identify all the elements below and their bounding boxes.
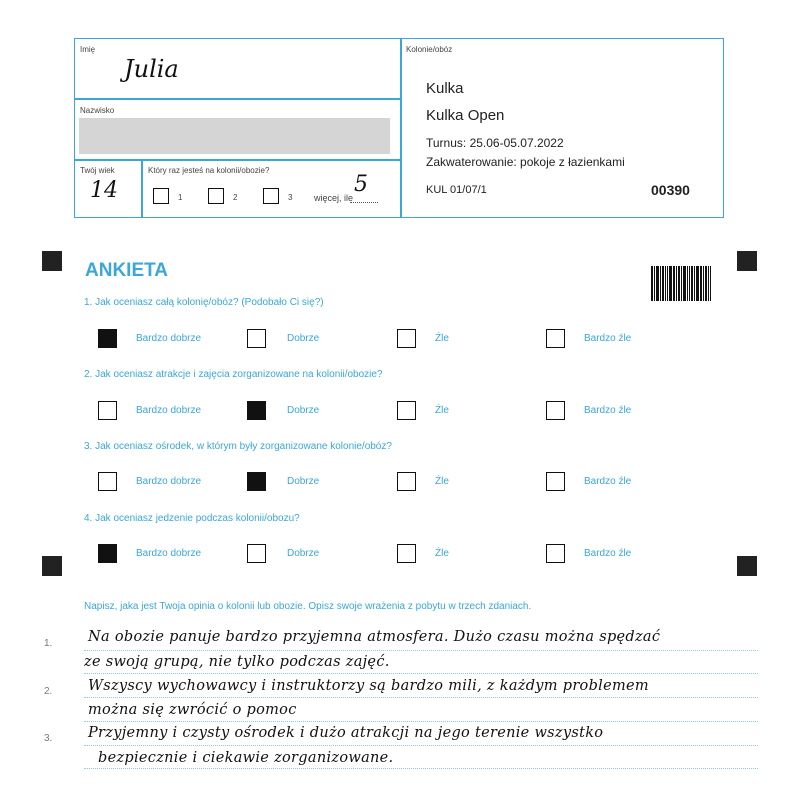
times-option-3: 3 bbox=[288, 193, 293, 202]
q1-option-checkbox[interactable] bbox=[98, 329, 117, 348]
times-checkbox-1[interactable] bbox=[153, 188, 169, 204]
camp-subname: Kulka Open bbox=[426, 107, 505, 124]
q1-option-checkbox[interactable] bbox=[397, 329, 416, 348]
answer-line bbox=[84, 673, 758, 674]
answer-text-3a[interactable]: Przyjemny i czysty ośrodek i dużo atrakcji na jego terenie wszystko bbox=[88, 725, 604, 741]
times-checkbox-2[interactable] bbox=[208, 188, 224, 204]
q3-option-label: Bardzo dobrze bbox=[136, 476, 202, 487]
line-number-3: 3. bbox=[44, 733, 53, 744]
q1-option-checkbox[interactable] bbox=[546, 329, 565, 348]
line-number-2: 2. bbox=[44, 686, 53, 697]
q1-option-label: Źle bbox=[435, 333, 449, 344]
question-text-3: 3. Jak oceniasz ośrodek, w którym były zorganizowane kolonie/obóz? bbox=[84, 441, 392, 452]
question-text-1: 1. Jak oceniasz całą kolonię/obóz? (Podobało Ci się?) bbox=[84, 297, 324, 308]
age-divider bbox=[141, 159, 143, 217]
q2-option-checkbox[interactable] bbox=[247, 401, 266, 420]
q1-option-checkbox[interactable] bbox=[247, 329, 266, 348]
q4-option-label: Źle bbox=[435, 548, 449, 559]
q2-option-label: Dobrze bbox=[287, 405, 320, 416]
q3-option-checkbox[interactable] bbox=[247, 472, 266, 491]
q3-option-label: Bardzo źle bbox=[584, 476, 632, 487]
registration-marker bbox=[42, 251, 62, 271]
age-value[interactable]: 14 bbox=[90, 178, 118, 203]
q2-option-checkbox[interactable] bbox=[397, 401, 416, 420]
answer-text-1a[interactable]: Na obozie panuje bardzo przyjemna atmosfera. Dużo czasu można spędzać bbox=[88, 629, 661, 645]
q4-option-checkbox[interactable] bbox=[397, 544, 416, 563]
answer-line bbox=[84, 697, 758, 698]
surname-redaction bbox=[79, 118, 390, 154]
surname-label: Nazwisko bbox=[80, 106, 115, 115]
name-label: Imię bbox=[80, 45, 96, 54]
q2-option-label: Bardzo źle bbox=[584, 405, 632, 416]
q3-option-label: Źle bbox=[435, 476, 449, 487]
times-label: Który raz jesteś na kolonii/obozie? bbox=[148, 166, 270, 175]
answer-text-2b[interactable]: można się zwrócić o pomoc bbox=[88, 702, 297, 718]
registration-marker bbox=[737, 556, 757, 576]
answer-text-1b[interactable]: ze swoją grupą, nie tylko podczas zajęć. bbox=[84, 654, 390, 670]
q3-option-checkbox[interactable] bbox=[98, 472, 117, 491]
q4-option-label: Dobrze bbox=[287, 548, 320, 559]
barcode bbox=[651, 266, 712, 301]
survey-title: ANKIETA bbox=[85, 260, 169, 281]
line-number-1: 1. bbox=[44, 638, 53, 649]
q2-option-checkbox[interactable] bbox=[546, 401, 565, 420]
answer-line bbox=[84, 768, 758, 769]
q4-option-checkbox[interactable] bbox=[247, 544, 266, 563]
q1-option-label: Dobrze bbox=[287, 333, 320, 344]
q3-option-checkbox[interactable] bbox=[546, 472, 565, 491]
form-number: 00390 bbox=[651, 182, 690, 198]
q4-option-label: Bardzo źle bbox=[584, 548, 632, 559]
q2-option-label: Źle bbox=[435, 405, 449, 416]
answer-line bbox=[84, 745, 758, 746]
q4-option-checkbox[interactable] bbox=[546, 544, 565, 563]
registration-marker bbox=[42, 556, 62, 576]
more-value[interactable]: 5 bbox=[354, 172, 368, 197]
name-value[interactable]: Julia bbox=[124, 55, 179, 83]
times-option-2: 2 bbox=[233, 193, 238, 202]
q2-option-label: Bardzo dobrze bbox=[136, 405, 202, 416]
answer-line bbox=[84, 650, 758, 651]
q2-option-checkbox[interactable] bbox=[98, 401, 117, 420]
answer-line bbox=[84, 721, 758, 722]
registration-marker bbox=[737, 251, 757, 271]
name-divider bbox=[75, 98, 400, 100]
question-text-4: 4. Jak oceniasz jedzenie podczas kolonii/obozu? bbox=[84, 513, 300, 524]
answer-text-2a[interactable]: Wszyscy wychowawcy i instruktorzy są bardzo mili, z każdym problemem bbox=[88, 678, 649, 694]
lodging: Zakwaterowanie: pokoje z łazienkami bbox=[426, 155, 625, 169]
times-option-1: 1 bbox=[178, 193, 183, 202]
q4-option-label: Bardzo dobrze bbox=[136, 548, 202, 559]
question-text-2: 2. Jak oceniasz atrakcje i zajęcia zorganizowane na kolonii/obozie? bbox=[84, 369, 383, 380]
q1-option-label: Bardzo dobrze bbox=[136, 333, 202, 344]
turnus: Turnus: 25.06-05.07.2022 bbox=[426, 136, 564, 150]
q4-option-checkbox[interactable] bbox=[98, 544, 117, 563]
answer-text-3b[interactable]: bezpiecznie i ciekawie zorganizowane. bbox=[98, 750, 394, 766]
age-label: Twój wiek bbox=[80, 166, 115, 175]
opinion-prompt: Napisz, jaka jest Twoja opinia o kolonii lub obozie. Opisz swoje wrażenia z pobytu w trzech zdaniach. bbox=[84, 601, 532, 612]
vertical-divider bbox=[400, 39, 402, 217]
q3-option-label: Dobrze bbox=[287, 476, 320, 487]
q1-option-label: Bardzo źle bbox=[584, 333, 632, 344]
more-label: więcej, ile bbox=[314, 193, 354, 203]
q3-option-checkbox[interactable] bbox=[397, 472, 416, 491]
more-dotline bbox=[350, 202, 378, 203]
surname-divider bbox=[75, 159, 400, 161]
camp-name: Kulka bbox=[426, 80, 464, 97]
ref-code: KUL 01/07/1 bbox=[426, 184, 487, 196]
camp-label: Kolonie/obóz bbox=[406, 45, 453, 54]
times-checkbox-3[interactable] bbox=[263, 188, 279, 204]
